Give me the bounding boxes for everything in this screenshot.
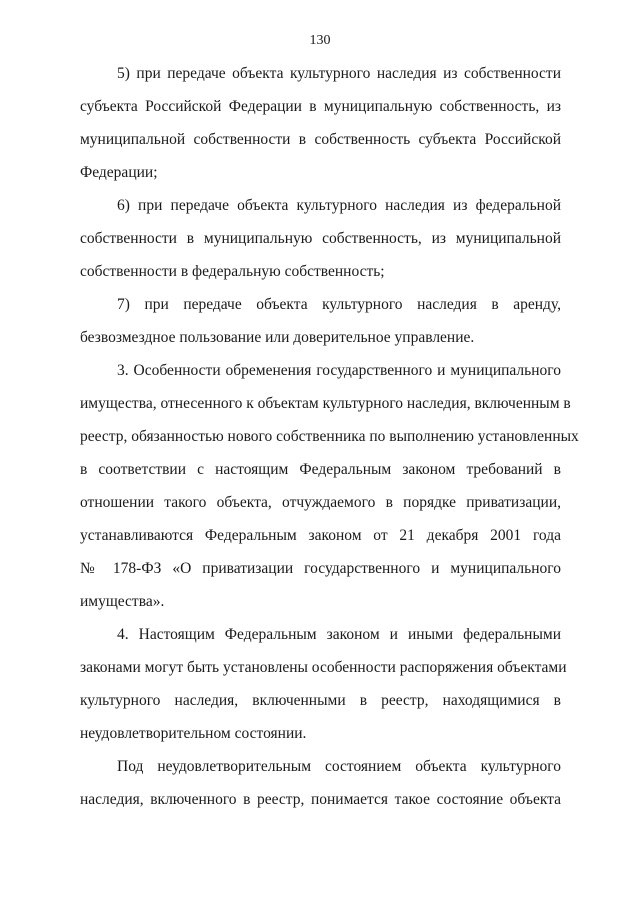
text-line: 4. Настоящим Федеральным законом и иными федеральными [117, 626, 561, 643]
text-line: в соответствии с настоящим Федеральным законом требований в [80, 461, 561, 478]
page-number: 130 [309, 33, 331, 48]
text-line: собственности в муниципальную собственность, из муниципальной [80, 230, 561, 247]
text-line: 5) при передаче объекта культурного наследия из собственности [117, 65, 561, 82]
text-line: Федерации; [80, 164, 158, 181]
text-line: реестр, обязанностью нового собственника по выполнению установленных [80, 428, 579, 445]
text-line: имущества, отнесенного к объектам культурного наследия, включенным в [80, 395, 571, 412]
text-line: устанавливаются Федеральным законом от 21 декабря 2001 года [80, 527, 561, 544]
text-line: 6) при передаче объекта культурного наследия из федеральной [117, 197, 561, 214]
text-line: субъекта Российской Федерации в муниципальную собственность, из [80, 98, 561, 115]
text-line: собственности в федеральную собственность; [80, 263, 385, 280]
text-line: Под неудовлетворительным состоянием объекта культурного [117, 758, 561, 775]
text-line: неудовлетворительном состоянии. [80, 725, 307, 742]
text-line: наследия, включенного в реестр, понимается такое состояние объекта [80, 791, 561, 808]
text-line: безвозмездное пользование или доверительное управление. [80, 329, 475, 346]
text-line: муниципальной собственности в собственность субъекта Российской [80, 131, 561, 148]
text-line: культурного наследия, включенными в реестр, находящимися в [80, 692, 561, 709]
text-line: 3. Особенности обременения государственного и муниципального [117, 362, 561, 379]
text-line: 7) при передаче объекта культурного наследия в аренду, [117, 296, 561, 313]
text-line: имущества». [80, 593, 165, 610]
text-line: № 178-ФЗ «О приватизации государственного и муниципального [80, 560, 561, 577]
text-line: законами могут быть установлены особенности распоряжения объектами [80, 659, 567, 676]
text-line: отношении такого объекта, отчуждаемого в порядке приватизации, [80, 494, 561, 511]
